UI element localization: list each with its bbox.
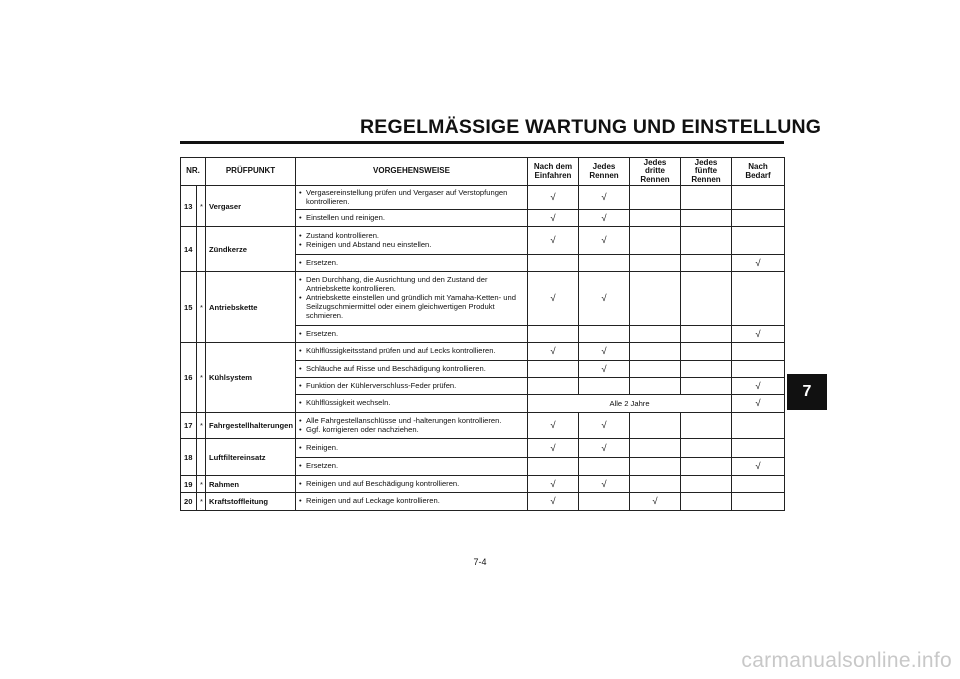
- check-mark: √: [528, 493, 579, 511]
- check-mark: [630, 210, 681, 227]
- procedure-cell: [296, 255, 528, 272]
- check-mark: [732, 343, 785, 361]
- asterisk-marker: *: [197, 413, 206, 439]
- check-mark: [681, 326, 732, 343]
- item-number: 19: [181, 476, 197, 493]
- check-mark: [681, 210, 732, 227]
- check-item: Antriebskette: [206, 272, 296, 343]
- check-mark: [681, 186, 732, 210]
- procedure-text: Antriebskette einstellen und gründlich mit Yamaha-Ketten- und Seilzugschmiermittel oder einem gleichwertigen Produkt schmieren.: [306, 293, 516, 321]
- item-number: 14: [181, 227, 197, 272]
- check-mark: √: [528, 476, 579, 493]
- table-row: [181, 413, 785, 439]
- check-mark: [630, 378, 681, 395]
- header-every-fifth-race: Jedes fünfte Rennen: [681, 158, 732, 186]
- check-item: Kraftstoffleitung: [206, 493, 296, 511]
- table-row: [181, 272, 785, 326]
- check-mark: √: [579, 343, 630, 361]
- procedure-bullet: [299, 276, 524, 294]
- check-mark: [732, 476, 785, 493]
- watermark: carmanualsonline.info: [741, 649, 952, 672]
- check-mark: √: [528, 272, 579, 326]
- check-mark: [528, 378, 579, 395]
- table-row: [181, 476, 785, 493]
- procedure-bullet: [299, 399, 524, 408]
- check-mark: [630, 458, 681, 476]
- check-mark: √: [579, 361, 630, 378]
- check-mark: [681, 493, 732, 511]
- check-mark: √: [579, 227, 630, 255]
- check-mark: √: [528, 439, 579, 458]
- bullet-icon: [299, 276, 306, 294]
- procedure-text: Ggf. korrigieren oder nachziehen.: [306, 424, 419, 434]
- asterisk-marker: *: [197, 186, 206, 227]
- check-mark: √: [732, 395, 785, 413]
- bullet-icon: [299, 365, 306, 374]
- table-row: [181, 343, 785, 361]
- check-mark: √: [579, 272, 630, 326]
- header-procedure: VORGEHENSWEISE: [296, 158, 528, 186]
- check-mark: [630, 361, 681, 378]
- check-mark: [630, 439, 681, 458]
- bullet-icon: [299, 462, 306, 471]
- procedure-text: Kühlflüssigkeitsstand prüfen und auf Lecks kontrollieren.: [306, 346, 496, 356]
- procedure-bullet: [299, 241, 524, 250]
- procedure-bullet: [299, 444, 524, 453]
- check-mark: [630, 326, 681, 343]
- check-mark: [579, 458, 630, 476]
- check-mark: [630, 413, 681, 439]
- asterisk-marker: *: [197, 493, 206, 511]
- bullet-icon: [299, 259, 306, 268]
- procedure-cell: [296, 378, 528, 395]
- procedure-cell: [296, 413, 528, 439]
- procedure-bullet: [299, 497, 524, 506]
- check-mark: [630, 476, 681, 493]
- check-mark: [732, 361, 785, 378]
- procedure-bullet: [299, 259, 524, 268]
- check-mark: √: [579, 413, 630, 439]
- asterisk-marker: *: [197, 272, 206, 343]
- page-number: 7-4: [473, 557, 487, 567]
- asterisk-marker: *: [197, 476, 206, 493]
- procedure-cell: [296, 210, 528, 227]
- procedure-cell: [296, 326, 528, 343]
- procedure-text: Ersetzen.: [306, 257, 339, 267]
- check-mark: [681, 361, 732, 378]
- check-mark: [528, 458, 579, 476]
- check-mark: [630, 272, 681, 326]
- check-mark: [732, 272, 785, 326]
- procedure-cell: [296, 186, 528, 210]
- procedure-cell: [296, 395, 528, 413]
- procedure-bullet: [299, 294, 524, 321]
- procedure-cell: [296, 227, 528, 255]
- procedure-text: Alle Fahrgestellanschlüsse und -halterungen kontrollieren.: [306, 415, 502, 425]
- bullet-icon: [299, 347, 306, 356]
- header-row: [181, 158, 785, 186]
- check-mark: [732, 227, 785, 255]
- procedure-bullet: [299, 189, 524, 207]
- check-mark: [681, 413, 732, 439]
- procedure-text: Reinigen.: [306, 442, 339, 452]
- check-mark: [579, 255, 630, 272]
- check-mark: [681, 476, 732, 493]
- chapter-tab: 7: [787, 374, 827, 410]
- check-mark: [579, 493, 630, 511]
- bullet-icon: [299, 426, 306, 435]
- check-mark: [630, 227, 681, 255]
- bullet-icon: [299, 294, 306, 321]
- bullet-icon: [299, 214, 306, 223]
- procedure-cell: [296, 476, 528, 493]
- check-mark: [528, 255, 579, 272]
- check-mark: [630, 343, 681, 361]
- item-number: 13: [181, 186, 197, 227]
- procedure-text: Einstellen und reinigen.: [306, 212, 385, 222]
- check-mark: [528, 361, 579, 378]
- item-number: 20: [181, 493, 197, 511]
- bullet-icon: [299, 480, 306, 489]
- table-row: [181, 227, 785, 255]
- check-mark: [681, 255, 732, 272]
- title-rule: [180, 141, 784, 144]
- check-mark: [732, 439, 785, 458]
- procedure-cell: [296, 361, 528, 378]
- procedure-bullet: [299, 480, 524, 489]
- check-mark: [681, 272, 732, 326]
- bullet-icon: [299, 382, 306, 391]
- check-item: Rahmen: [206, 476, 296, 493]
- check-mark: [681, 439, 732, 458]
- bullet-icon: [299, 399, 306, 408]
- check-mark: √: [732, 378, 785, 395]
- procedure-text: Reinigen und Abstand neu einstellen.: [306, 239, 432, 249]
- procedure-bullet: [299, 214, 524, 223]
- item-number: 17: [181, 413, 197, 439]
- check-mark: [732, 210, 785, 227]
- procedure-text: Den Durchhang, die Ausrichtung und den Zustand der Antriebskette kontrollieren.: [306, 275, 488, 294]
- header-item: PRÜFPUNKT: [206, 158, 296, 186]
- bullet-icon: [299, 497, 306, 506]
- asterisk-marker: [197, 227, 206, 272]
- check-mark: [630, 186, 681, 210]
- check-mark: √: [732, 255, 785, 272]
- check-mark: [732, 186, 785, 210]
- procedure-bullet: [299, 365, 524, 374]
- procedure-text: Reinigen und auf Beschädigung kontrollieren.: [306, 478, 460, 488]
- procedure-cell: [296, 272, 528, 326]
- item-number: 16: [181, 343, 197, 413]
- check-mark: √: [528, 210, 579, 227]
- check-mark: √: [528, 413, 579, 439]
- procedure-cell: [296, 458, 528, 476]
- check-mark: √: [528, 343, 579, 361]
- header-as-required: Nach Bedarf: [732, 158, 785, 186]
- check-mark: √: [528, 186, 579, 210]
- procedure-text: Ersetzen.: [306, 328, 339, 338]
- check-mark: √: [528, 227, 579, 255]
- procedure-cell: [296, 439, 528, 458]
- check-item: Zündkerze: [206, 227, 296, 272]
- maintenance-table: [180, 157, 785, 511]
- page-title: REGELMÄSSIGE WARTUNG UND EINSTELLUNG: [360, 116, 822, 138]
- check-mark: [681, 343, 732, 361]
- check-mark: [528, 326, 579, 343]
- check-mark: [579, 326, 630, 343]
- header-every-third-race: Jedes dritte Rennen: [630, 158, 681, 186]
- check-item: Vergaser: [206, 186, 296, 227]
- procedure-cell: [296, 493, 528, 511]
- procedure-text: Zustand kontrollieren.: [306, 230, 380, 240]
- procedure-cell: [296, 343, 528, 361]
- check-mark: [681, 378, 732, 395]
- item-number: 18: [181, 439, 197, 476]
- header-nr: NR.: [181, 158, 206, 186]
- procedure-bullet: [299, 347, 524, 356]
- table-row: [181, 493, 785, 511]
- table-row: [181, 439, 785, 458]
- procedure-text: Vergasereinstellung prüfen und Vergaser auf Verstopfungen kontrollieren.: [306, 187, 508, 206]
- procedure-text: Ersetzen.: [306, 461, 339, 471]
- asterisk-marker: [197, 439, 206, 476]
- check-item: Kühlsystem: [206, 343, 296, 413]
- header-every-race: Jedes Rennen: [579, 158, 630, 186]
- procedure-bullet: [299, 426, 524, 435]
- check-mark: √: [579, 439, 630, 458]
- check-mark: [681, 458, 732, 476]
- table-row: [181, 186, 785, 210]
- check-mark: √: [579, 476, 630, 493]
- check-item: Fahrgestellhalterungen: [206, 413, 296, 439]
- bullet-icon: [299, 330, 306, 339]
- procedure-text: Kühlflüssigkeit wechseln.: [306, 398, 391, 408]
- check-mark: [732, 493, 785, 511]
- check-mark: √: [579, 186, 630, 210]
- procedure-bullet: [299, 382, 524, 391]
- procedure-bullet: [299, 462, 524, 471]
- bullet-icon: [299, 241, 306, 250]
- interval-note: Alle 2 Jahre: [528, 395, 732, 413]
- procedure-text: Reinigen und auf Leckage kontrollieren.: [306, 496, 440, 506]
- procedure-text: Funktion der Kühlerverschluss-Feder prüfen.: [306, 380, 457, 390]
- check-mark: √: [732, 326, 785, 343]
- check-mark: [579, 378, 630, 395]
- check-mark: [681, 227, 732, 255]
- procedure-bullet: [299, 330, 524, 339]
- header-after-break-in: Nach dem Einfahren: [528, 158, 579, 186]
- check-mark: √: [579, 210, 630, 227]
- procedure-text: Schläuche auf Risse und Beschädigung kontrollieren.: [306, 363, 486, 373]
- check-mark: [630, 255, 681, 272]
- asterisk-marker: *: [197, 343, 206, 413]
- check-mark: √: [732, 458, 785, 476]
- check-item: Luftfiltereinsatz: [206, 439, 296, 476]
- check-mark: √: [630, 493, 681, 511]
- item-number: 15: [181, 272, 197, 343]
- bullet-icon: [299, 444, 306, 453]
- check-mark: [732, 413, 785, 439]
- bullet-icon: [299, 189, 306, 207]
